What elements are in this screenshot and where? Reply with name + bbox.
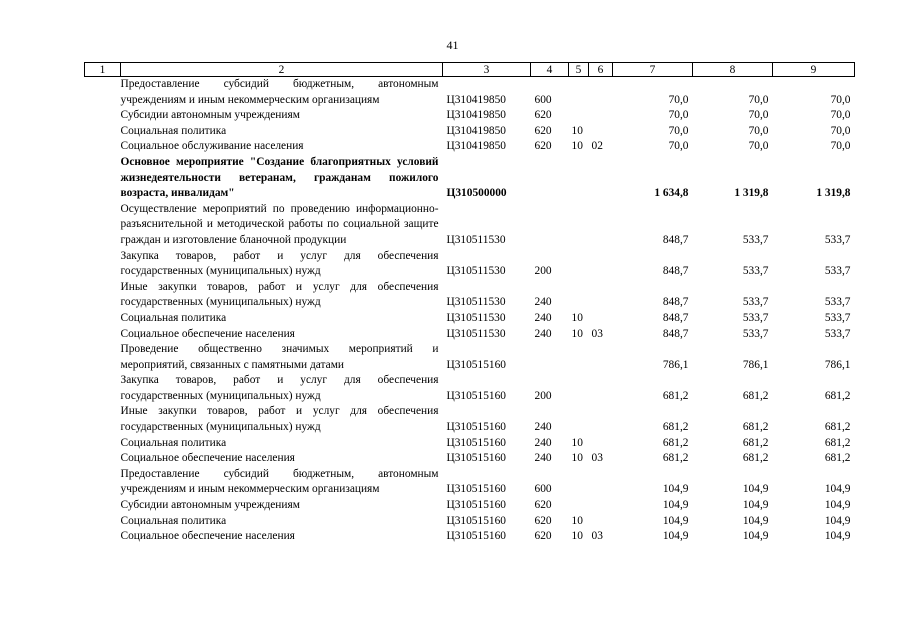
row-vr: 240 xyxy=(534,327,552,340)
row-value-2: 70,0 xyxy=(748,109,769,122)
row-vr: 240 xyxy=(534,296,552,309)
row-value-1: 681,2 xyxy=(662,436,689,449)
row-pr: 03 xyxy=(591,452,603,465)
row-vr: 620 xyxy=(534,530,552,543)
row-name: Социальное обеспечение населения xyxy=(120,327,295,340)
row-index xyxy=(85,436,121,452)
row-name: Иные закупки товаров, работ и услуг для обеспечения государственных (муниципальных) нужд xyxy=(120,280,439,309)
row-value-2: 681,2 xyxy=(742,452,769,465)
row-value-1: 848,7 xyxy=(662,296,689,309)
row-value-3: 104,9 xyxy=(824,530,851,543)
table-row xyxy=(85,108,855,124)
row-name: Осуществление мероприятий по проведению информационно-разъяснительной и методической работы по социальной защите граждан и изготовление бланочной продукции xyxy=(120,202,439,246)
row-index xyxy=(85,202,121,249)
row-vr: 240 xyxy=(534,452,552,465)
row-value-3: 70,0 xyxy=(830,109,851,122)
row-index xyxy=(85,514,121,530)
header-col-6: 6 xyxy=(589,63,613,77)
row-pr xyxy=(589,77,613,109)
row-code: Ц310515160 xyxy=(446,499,506,512)
table-body xyxy=(85,77,855,545)
row-vr xyxy=(531,155,569,202)
row-value-2: 533,7 xyxy=(742,311,769,324)
row-name: Социальная политика xyxy=(120,311,227,324)
header-col-8: 8 xyxy=(693,63,773,77)
row-code: Ц310515160 xyxy=(446,358,506,371)
header-col-5: 5 xyxy=(569,63,589,77)
row-value-1: 70,0 xyxy=(668,140,689,153)
row-index xyxy=(85,327,121,343)
table-row xyxy=(85,311,855,327)
row-value-2: 104,9 xyxy=(742,483,769,496)
row-index xyxy=(85,280,121,311)
row-value-3: 533,7 xyxy=(824,296,851,309)
row-value-1: 104,9 xyxy=(662,530,689,543)
row-vr: 620 xyxy=(534,514,552,527)
row-code: Ц310419850 xyxy=(446,109,506,122)
header-col-9: 9 xyxy=(773,63,855,77)
row-value-3: 104,9 xyxy=(824,514,851,527)
row-index xyxy=(85,108,121,124)
row-name: Субсидии автономным учреждениям xyxy=(120,499,300,512)
row-name: Основное мероприятие "Создание благоприятных условий жизнедеятельности ветеранам, гражданам пожилого возраста, инвалидам" xyxy=(120,155,439,200)
row-vr xyxy=(531,342,569,373)
row-rz xyxy=(569,202,589,249)
row-value-2: 681,2 xyxy=(742,436,769,449)
row-vr: 240 xyxy=(534,421,552,434)
row-value-3: 681,2 xyxy=(824,436,851,449)
row-code: Ц310515160 xyxy=(446,483,506,496)
row-name: Социальное обеспечение населения xyxy=(120,452,295,465)
row-code: Ц310515160 xyxy=(446,530,506,543)
row-pr: 03 xyxy=(591,327,603,340)
row-name: Субсидии автономным учреждениям xyxy=(120,109,300,122)
row-rz xyxy=(569,373,589,404)
row-value-2: 533,7 xyxy=(742,265,769,278)
row-value-1: 848,7 xyxy=(662,265,689,278)
row-code: Ц310511530 xyxy=(446,233,506,246)
row-value-3: 533,7 xyxy=(824,233,851,246)
row-name: Социальное обслуживание населения xyxy=(120,140,304,153)
row-value-3: 104,9 xyxy=(824,499,851,512)
table-row xyxy=(85,155,855,202)
row-pr xyxy=(589,311,613,327)
row-pr xyxy=(589,280,613,311)
row-name: Предоставление субсидий бюджетным, автономным учреждениям и иным некоммерческим организациям xyxy=(120,78,439,106)
row-vr: 620 xyxy=(534,109,552,122)
budget-table xyxy=(84,62,855,545)
row-index xyxy=(85,404,121,435)
row-name: Социальная политика xyxy=(120,124,227,137)
row-index xyxy=(85,311,121,327)
row-vr: 600 xyxy=(534,483,552,496)
row-name: Закупка товаров, работ и услуг для обеспечения государственных (муниципальных) нужд xyxy=(120,374,439,402)
row-value-3: 70,0 xyxy=(830,140,851,153)
page-number: 41 xyxy=(446,38,459,52)
row-index xyxy=(85,451,121,467)
row-value-3: 681,2 xyxy=(824,421,851,434)
row-value-2: 104,9 xyxy=(742,530,769,543)
row-index xyxy=(85,498,121,514)
row-value-3: 533,7 xyxy=(824,311,851,324)
row-value-1: 848,7 xyxy=(662,233,689,246)
row-code: Ц310419850 xyxy=(446,124,506,137)
row-value-2: 104,9 xyxy=(742,499,769,512)
row-vr: 200 xyxy=(534,389,552,402)
header-col-2: 2 xyxy=(121,63,443,77)
row-pr: 02 xyxy=(591,140,603,153)
row-vr: 240 xyxy=(534,311,552,324)
row-name: Социальная политика xyxy=(120,514,227,527)
row-pr xyxy=(589,155,613,202)
row-code: Ц310500000 xyxy=(446,187,507,200)
row-value-3: 681,2 xyxy=(824,452,851,465)
row-index xyxy=(85,139,121,155)
row-code: Ц310419850 xyxy=(446,140,506,153)
row-value-1: 104,9 xyxy=(662,483,689,496)
row-code: Ц310515160 xyxy=(446,436,506,449)
row-code: Ц310511530 xyxy=(446,327,506,340)
row-code: Ц310511530 xyxy=(446,265,506,278)
row-pr xyxy=(589,498,613,514)
header-col-7: 7 xyxy=(613,63,693,77)
row-code: Ц310515160 xyxy=(446,389,506,402)
row-vr: 600 xyxy=(534,93,552,106)
row-value-2: 681,2 xyxy=(742,389,769,402)
row-rz xyxy=(569,108,589,124)
table-row xyxy=(85,373,855,404)
row-vr xyxy=(531,202,569,249)
row-code: Ц310511530 xyxy=(446,311,506,324)
row-pr xyxy=(589,467,613,498)
row-value-2: 533,7 xyxy=(742,296,769,309)
row-value-2: 70,0 xyxy=(748,93,769,106)
row-value-1: 786,1 xyxy=(662,358,689,371)
table-row xyxy=(85,280,855,311)
row-rz: 10 xyxy=(571,311,583,324)
row-name: Социальная политика xyxy=(120,436,227,449)
row-name: Предоставление субсидий бюджетным, автономным учреждениям и иным некоммерческим организациям xyxy=(120,467,439,496)
row-pr xyxy=(589,436,613,452)
row-index xyxy=(85,529,121,545)
row-code: Ц310511530 xyxy=(446,296,506,309)
table-row xyxy=(85,202,855,249)
row-name: Иные закупки товаров, работ и услуг для обеспечения государственных (муниципальных) нужд xyxy=(120,405,439,434)
row-value-2: 70,0 xyxy=(748,140,769,153)
row-value-3: 533,7 xyxy=(824,265,851,278)
row-value-3: 533,7 xyxy=(824,327,851,340)
row-index xyxy=(85,467,121,498)
row-rz xyxy=(569,155,589,202)
row-name: Проведение общественно значимых мероприятий и мероприятий, связанных с памятными датами xyxy=(120,343,439,371)
table-header-row xyxy=(85,63,855,77)
row-code: Ц310515160 xyxy=(446,452,506,465)
table-row xyxy=(85,451,855,467)
row-rz: 10 xyxy=(571,452,583,465)
row-vr: 620 xyxy=(534,140,552,153)
row-vr: 620 xyxy=(534,499,552,512)
row-rz: 10 xyxy=(571,124,583,137)
row-name: Социальное обеспечение населения xyxy=(120,530,295,543)
row-value-1: 70,0 xyxy=(668,93,689,106)
row-name: Закупка товаров, работ и услуг для обеспечения государственных (муниципальных) нужд xyxy=(120,249,439,278)
row-value-1: 104,9 xyxy=(662,499,689,512)
row-rz: 10 xyxy=(571,327,583,340)
row-pr: 03 xyxy=(591,530,603,543)
table-row xyxy=(85,467,855,498)
table-row xyxy=(85,77,855,109)
row-value-2: 70,0 xyxy=(748,124,769,137)
row-index xyxy=(85,249,121,280)
row-value-1: 681,2 xyxy=(662,389,689,402)
row-rz xyxy=(569,342,589,373)
row-index xyxy=(85,373,121,404)
row-value-2: 786,1 xyxy=(742,358,769,371)
row-pr xyxy=(589,404,613,435)
row-value-1: 70,0 xyxy=(668,109,689,122)
table-row xyxy=(85,514,855,530)
row-code: Ц310515160 xyxy=(446,514,506,527)
row-vr: 620 xyxy=(534,124,552,137)
row-value-1: 848,7 xyxy=(662,311,689,324)
row-pr xyxy=(589,108,613,124)
row-index xyxy=(85,155,121,202)
row-rz: 10 xyxy=(571,530,583,543)
row-value-2: 533,7 xyxy=(742,233,769,246)
row-pr xyxy=(589,514,613,530)
table-row xyxy=(85,342,855,373)
row-rz xyxy=(569,498,589,514)
row-index xyxy=(85,124,121,140)
table-row xyxy=(85,327,855,343)
row-value-2: 1 319,8 xyxy=(734,187,769,200)
row-value-2: 533,7 xyxy=(742,327,769,340)
row-index xyxy=(85,342,121,373)
table-row xyxy=(85,436,855,452)
table-row xyxy=(85,529,855,545)
table-row xyxy=(85,249,855,280)
header-col-3: 3 xyxy=(443,63,531,77)
row-value-1: 848,7 xyxy=(662,327,689,340)
row-value-1: 1 634,8 xyxy=(654,187,689,200)
row-value-3: 104,9 xyxy=(824,483,851,496)
table-row xyxy=(85,139,855,155)
row-code: Ц310515160 xyxy=(446,421,506,434)
row-value-3: 70,0 xyxy=(830,124,851,137)
row-value-3: 70,0 xyxy=(830,93,851,106)
row-index xyxy=(85,77,121,109)
row-pr xyxy=(589,373,613,404)
row-value-1: 70,0 xyxy=(668,124,689,137)
row-value-2: 681,2 xyxy=(742,421,769,434)
table-row xyxy=(85,498,855,514)
row-value-1: 681,2 xyxy=(662,452,689,465)
row-rz xyxy=(569,404,589,435)
row-rz xyxy=(569,77,589,109)
row-value-3: 786,1 xyxy=(824,358,851,371)
row-value-1: 681,2 xyxy=(662,421,689,434)
table-row xyxy=(85,404,855,435)
row-pr xyxy=(589,124,613,140)
row-code: Ц310419850 xyxy=(446,93,506,106)
header-col-1: 1 xyxy=(85,63,121,77)
row-vr: 240 xyxy=(534,436,552,449)
row-rz: 10 xyxy=(571,436,583,449)
row-value-2: 104,9 xyxy=(742,514,769,527)
row-vr: 200 xyxy=(534,265,552,278)
row-pr xyxy=(589,202,613,249)
row-pr xyxy=(589,342,613,373)
table-row xyxy=(85,124,855,140)
row-rz xyxy=(569,467,589,498)
row-value-1: 104,9 xyxy=(662,514,689,527)
header-col-4: 4 xyxy=(531,63,569,77)
row-rz xyxy=(569,280,589,311)
row-value-3: 1 319,8 xyxy=(816,187,851,200)
row-rz: 10 xyxy=(571,514,583,527)
row-rz: 10 xyxy=(571,140,583,153)
row-rz xyxy=(569,249,589,280)
row-value-3: 681,2 xyxy=(824,389,851,402)
row-pr xyxy=(589,249,613,280)
